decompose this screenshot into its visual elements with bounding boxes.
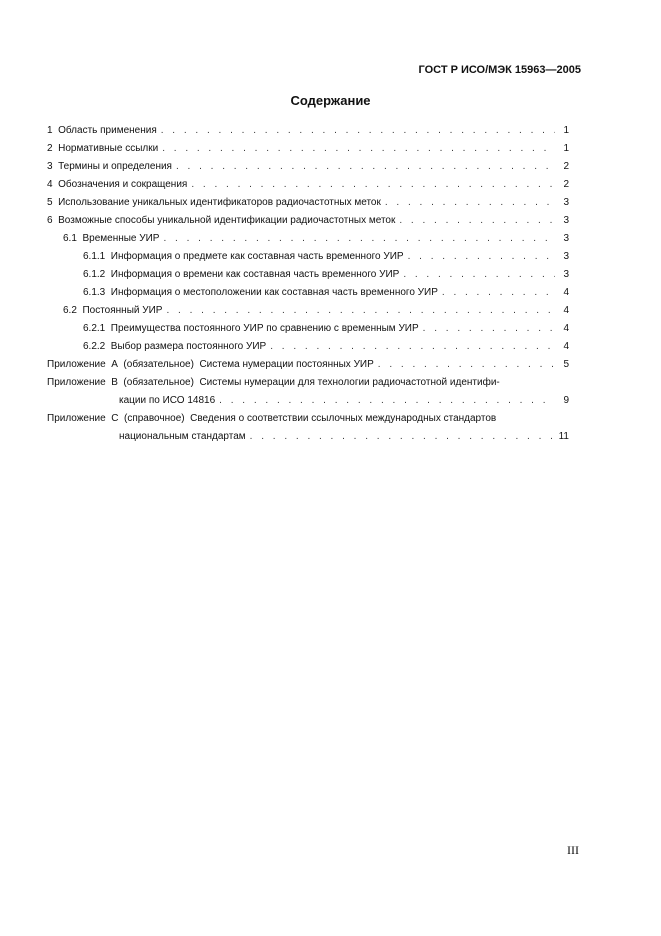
dot-leader	[163, 230, 555, 248]
toc-entry	[47, 158, 569, 176]
toc-entry-page: 4	[563, 287, 569, 298]
toc-entry-title: 6.2.1 Преимущества постоянного УИР по сравнению с временным УИР	[83, 323, 419, 334]
toc-entry-page: 3	[563, 233, 569, 244]
annex-title-continued: национальным стандартам	[119, 431, 246, 442]
dot-leader	[399, 212, 555, 230]
toc-entry	[47, 122, 569, 140]
dot-leader	[166, 302, 555, 320]
dot-leader	[378, 356, 555, 374]
annex-title-continued: кации по ИСО 14816	[119, 395, 216, 406]
toc-entry	[47, 284, 569, 302]
dot-leader	[423, 320, 555, 338]
toc-entry-page: 1	[563, 143, 569, 154]
toc-entry-page: 2	[563, 179, 569, 190]
annex-title: Приложение А (обязательное) Система нумерации постоянных УИР	[47, 359, 374, 370]
toc-entry-title: 4 Обозначения и сокращения	[47, 179, 188, 190]
page-title: Содержание	[290, 93, 371, 108]
toc-entry	[47, 140, 569, 158]
toc-entry	[47, 230, 569, 248]
dot-leader	[250, 428, 555, 446]
toc-entry-page: 3	[563, 197, 569, 208]
toc-entry-title: 6 Возможные способы уникальной идентификации радиочастотных меток	[47, 215, 396, 226]
toc-entry	[47, 176, 569, 194]
annex-title: Приложение С (справочное) Сведения о соответствии ссылочных международных стандартов	[47, 413, 497, 424]
dot-leader	[385, 194, 555, 212]
toc-entry-page: 4	[563, 341, 569, 352]
table-of-contents	[47, 122, 569, 446]
annex-entry-continuation	[47, 428, 569, 446]
toc-entry-title: 6.2.2 Выбор размера постоянного УИР	[83, 341, 267, 352]
annex-page: 9	[563, 395, 569, 406]
dot-leader	[270, 338, 555, 356]
toc-entry-title: 1 Область применения	[47, 125, 157, 136]
annex-page: 5	[563, 359, 569, 370]
annex-entry	[47, 356, 569, 374]
dot-leader	[219, 392, 555, 410]
toc-entry-page: 4	[563, 305, 569, 316]
toc-entry-title: 6.2 Постоянный УИР	[63, 305, 163, 316]
toc-entry	[47, 194, 569, 212]
toc-entry	[47, 248, 569, 266]
annex-entry	[47, 410, 569, 428]
annex-entry-continuation	[47, 392, 569, 410]
dot-leader	[191, 176, 555, 194]
toc-entry-title: 5 Использование уникальных идентификаторов радиочастотных меток	[47, 197, 381, 208]
toc-entry-page: 4	[563, 323, 569, 334]
page-number: III	[567, 843, 579, 857]
dot-leader	[403, 266, 555, 284]
toc-entry-page: 3	[563, 269, 569, 280]
annex-title: Приложение В (обязательное) Системы нумерации для технологии радиочастотной идентифи-	[47, 377, 500, 388]
document-header: ГОСТ Р ИСО/МЭК 15963—2005	[418, 64, 581, 76]
toc-entry	[47, 320, 569, 338]
dot-leader	[408, 248, 555, 266]
toc-entry-page: 3	[563, 215, 569, 226]
toc-entry-title: 6.1.1 Информация о предмете как составная часть временного УИР	[83, 251, 404, 262]
annex-page: 11	[558, 431, 569, 442]
dot-leader	[162, 140, 555, 158]
toc-entry-title: 6.1.3 Информация о местоположении как составная часть временного УИР	[83, 287, 438, 298]
toc-entry	[47, 212, 569, 230]
toc-entry-page: 2	[563, 161, 569, 172]
dot-leader	[176, 158, 555, 176]
toc-entry-title: 6.1 Временные УИР	[63, 233, 160, 244]
dot-leader	[161, 122, 555, 140]
toc-entry	[47, 338, 569, 356]
toc-entry-page: 3	[563, 251, 569, 262]
toc-entry-page: 1	[563, 125, 569, 136]
toc-entry	[47, 302, 569, 320]
toc-entry-title: 3 Термины и определения	[47, 161, 172, 172]
toc-entry-title: 6.1.2 Информация о времени как составная часть временного УИР	[83, 269, 400, 280]
toc-entry-title: 2 Нормативные ссылки	[47, 143, 159, 154]
toc-entry	[47, 266, 569, 284]
annex-entry	[47, 374, 569, 392]
dot-leader	[442, 284, 555, 302]
